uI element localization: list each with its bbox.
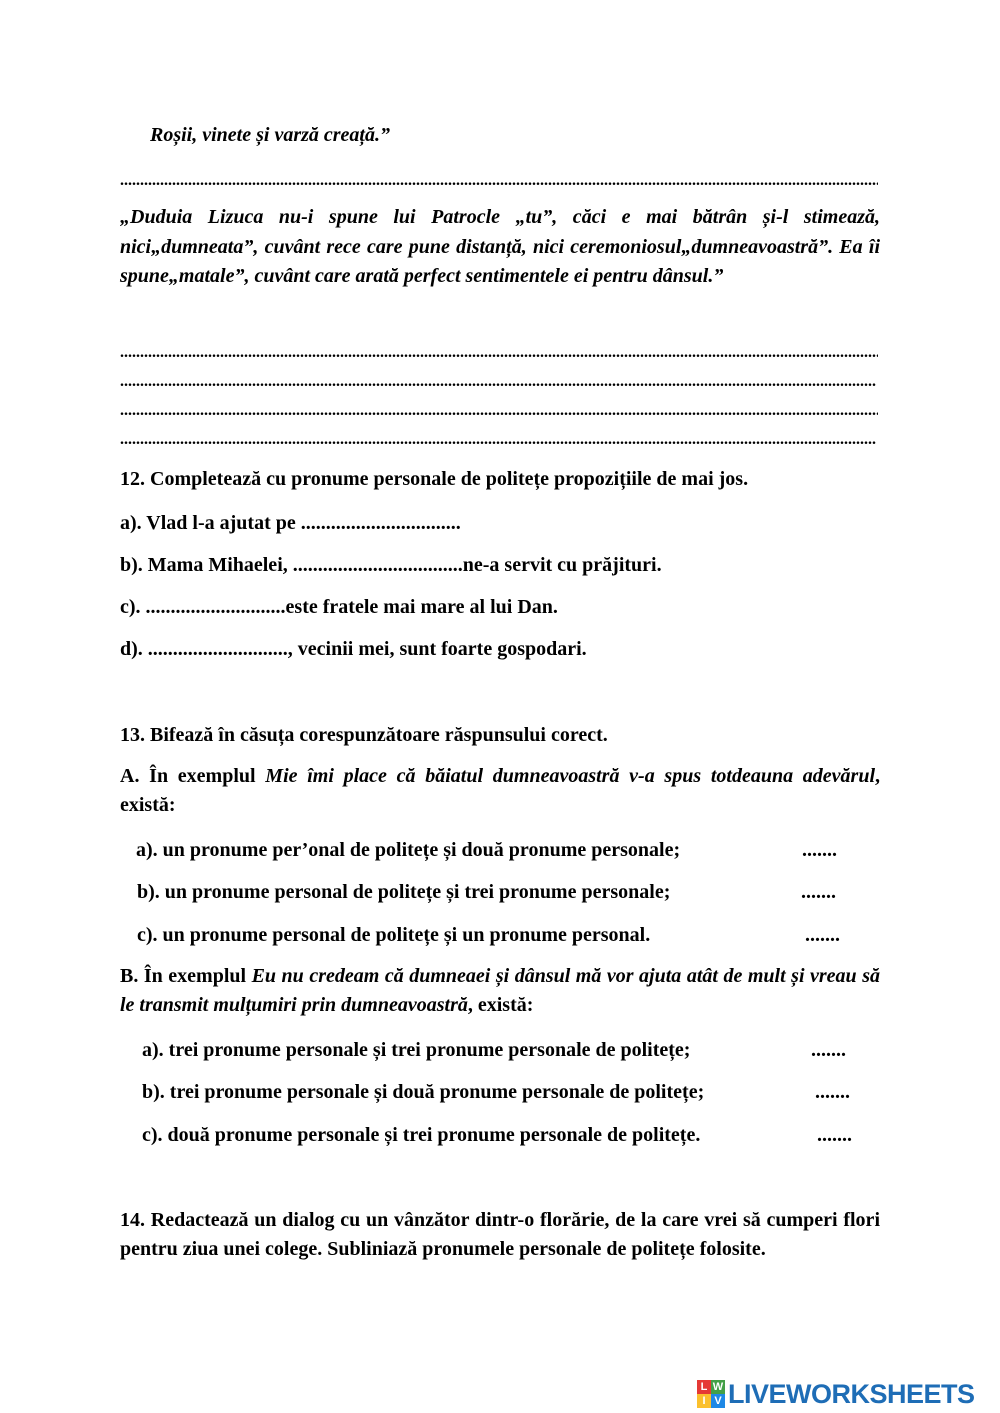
exercise-12-title: 12. Completează cu pronume personale de politețe propozițiile de mai jos.: [120, 468, 749, 490]
exercise-12-item-b: [120, 551, 662, 579]
liveworksheets-logo[interactable]: [697, 1377, 975, 1411]
logo-letter-l: L: [697, 1380, 711, 1394]
item-d-text: d).: [120, 638, 148, 660]
answer-line-2[interactable]: [120, 343, 878, 363]
item-b-blank[interactable]: ..................................: [292, 554, 463, 576]
logo-letter-i: I: [697, 1394, 711, 1408]
logo-text: LIVEWORKSHEETS: [728, 1378, 975, 1409]
B-prompt-end: , există:: [467, 994, 534, 1016]
B-option-b-checkbox[interactable]: .......: [815, 1081, 850, 1103]
B-option-a-checkbox[interactable]: .......: [811, 1039, 846, 1061]
B-option-a-text: a). trei pronume personale și trei pronume personale de politețe;: [142, 1039, 691, 1061]
B-option-c: [142, 1121, 700, 1149]
exercise-13-A-prompt: [120, 762, 880, 820]
A-option-b-checkbox[interactable]: .......: [801, 881, 836, 903]
answer-line-3[interactable]: [120, 372, 876, 392]
A-option-b: [137, 878, 670, 906]
item-c-blank[interactable]: ............................: [145, 596, 286, 618]
exercise-12-item-d: [120, 635, 587, 663]
A-prompt-end: , există:: [120, 765, 881, 816]
B-option-b: [142, 1078, 704, 1106]
quote-end-line: Roșii, vinete și varză creață.”: [150, 124, 390, 146]
quote-lizuca: „Duduia Lizuca nu-i spune lui Patrocle „tu”, căci e mai bătrân și-l stimează, nici„dumneata”, cuvânt rece care pune distanță, nici ceremoniosul„dumneavoastră”. Ea îi spune„matale”, cuvânt care arată perfect sentimentele ei pentru dânsul.”: [120, 206, 880, 287]
A-prompt-start: A. În exemplul: [120, 765, 266, 787]
B-prompt-start: B. În exemplul: [120, 965, 252, 987]
answer-line-5[interactable]: [120, 430, 876, 450]
A-option-c-checkbox[interactable]: .......: [805, 924, 840, 946]
item-b-text: b). Mama Mihaelei,: [120, 554, 293, 576]
A-option-b-text: b). un pronume personal de politețe și trei pronume personale;: [137, 881, 671, 903]
exercise-13-B-prompt: [120, 962, 880, 1020]
item-c-text-end: este fratele mai mare al lui Dan.: [285, 596, 558, 618]
answer-line-4[interactable]: [120, 401, 878, 421]
A-option-a-checkbox[interactable]: .......: [802, 839, 837, 861]
item-d-blank[interactable]: ............................: [147, 638, 288, 660]
exercise-12-item-c: [120, 593, 558, 621]
B-option-b-text: b). trei pronume personale și două pronume personale de politețe;: [142, 1081, 705, 1103]
exercise-14-text: 14. Redactează un dialog cu un vânzător dintr-o florărie, de la care vrei să cumperi flori pentru ziua unei colege. Subliniază pronumele personale de politețe folosite.: [120, 1209, 880, 1260]
item-b-text-end: ne-a servit cu prăjituri.: [462, 554, 662, 576]
B-prompt-example: Eu nu credeam că dumneaei și dânsul mă vor ajuta atât de mult și vreau să le transmit mulțumiri prin dumneavoastră: [120, 965, 880, 1016]
B-option-c-text: c). două pronume personale și trei pronume personale de politețe.: [142, 1124, 701, 1146]
item-c-text: c).: [120, 596, 146, 618]
A-prompt-example: Mie îmi place că băiatul dumneavoastră v-a spus totdeauna adevărul: [265, 765, 876, 787]
exercise-13-title: 13. Bifează în căsuța corespunzătoare răspunsului corect.: [120, 724, 608, 746]
A-option-c: [137, 921, 650, 949]
answer-line-1[interactable]: [120, 171, 878, 191]
B-option-c-checkbox[interactable]: .......: [817, 1124, 852, 1146]
A-option-c-text: c). un pronume personal de politețe și un pronume personal.: [137, 924, 651, 946]
A-option-a: [136, 836, 680, 864]
item-a-blank[interactable]: ................................: [300, 512, 461, 534]
A-option-a-text: a). un pronume per’onal de politețe și două pronume personale;: [136, 839, 681, 861]
logo-letter-v: V: [711, 1394, 725, 1408]
logo-letter-w: W: [712, 1381, 724, 1393]
item-d-text-end: , vecinii mei, sunt foarte gospodari.: [287, 638, 587, 660]
logo-icon: [697, 1380, 725, 1408]
exercise-12-item-a: [120, 509, 461, 537]
item-a-text: a). Vlad l-a ajutat pe: [120, 512, 301, 534]
B-option-a: [142, 1036, 690, 1064]
